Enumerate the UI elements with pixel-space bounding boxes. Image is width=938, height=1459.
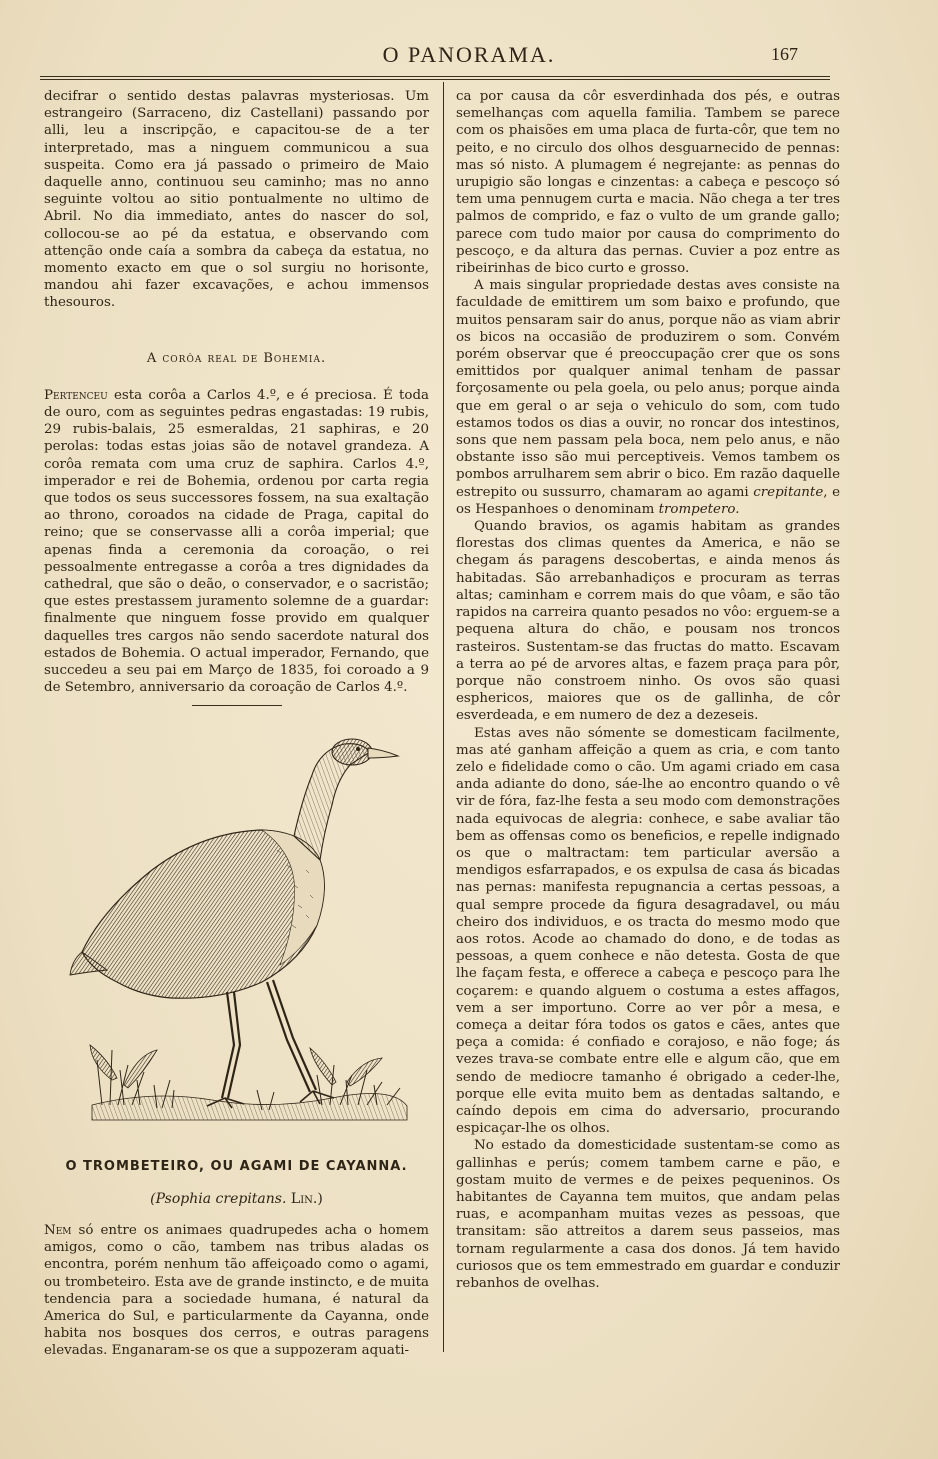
intro-paragraph: decifrar o sentido destas palavras mysteriosas. Um estrangeiro (Sarraceno, diz Castellani) passando por alli, leu a inscripção, e capacitou-se de a ter interpretado, mas a ninguem communicou a sua suspeita. Como era já passado o primeiro de Maio daquelle anno, continuou seu caminho; mas no anno seguinte voltou ao sitio pontualmente no ultimo de Abril. No dia immediato, antes do nascer do sol, collocou-se ao pé da estatua, e observando com attenção onde caía a sombra da cabeça da estatua, no momento exacto em que o sol surgiu no horisonte, mandou ahi fazer excavações, e achou immensos thesouros.	[44, 89, 429, 311]
page-title: O PANORAMA.	[382, 42, 556, 67]
right-paragraph-3: Quando bravios, os agamis habitam as grandes florestas dos climas quentes da America, e não se chegam ás paragens descobertas, e ainda menos ás habitadas. São arrebanhadiços e procuram as terras altas; caminham e correm mais do que vôam, e são tão rapidos na carreira quanto pesados no vôo: erguem-se a pequena altura do chão, e pousam nos troncos rasteiros. Sustentam-se das fructas do matto. Escavam a terra ao pé de arvores altas, e fazem praça para pôr, porque não constroem ninho. Os ovos são quasi esphericos, maiores que os de gallinha, de côr esverdeada, e em numero de dez a dezeseis.	[456, 519, 840, 724]
right-paragraph-2-italic-1: crepitante	[753, 484, 824, 500]
crown-first-word: Pertenceu	[44, 387, 108, 403]
right-paragraph-2-text-b: , e os Hespanhoes o denominam	[456, 484, 840, 517]
right-paragraph-4: Estas aves não sómente se domesticam facilmente, mas até ganham affeição a quem as cria, e com tanto zelo e fidelidade como o cão. Um agami criado em casa anda adiante do dono, sáe-lhe ao encontro quando o vê vir de fóra, faz-lhe festa a seu modo com demonstrações nada equivocas de alegria: conhece, e sabe avaliar tão bem as offensas como os beneficios, e repelle indignado os que o maltractam: tem particular aversão a mendigos esfarrapados, e os expulsa de casa ás bicadas nas pernas: manifesta repugnancia a certas pessoas, a qual sempre procede da figura desagradavel, ou máu cheiro dos individuos, e os tracta do mesmo modo que aos rotos. Acode ao chamado do dono, e de todas as pessoas, a quem conhece e não detesta. Gosta de que lhe façam festa, e offerece a cabeça e pescoço para lhe coçarem: e quando alguem o costuma a estes affagos, vem a ser importuno. Corre ao ver pôr a mesa, e começa a deitar fóra todos os gatos e cães, antes que peça a comida: é confiado e corajoso, e não foge; ás vezes trava-se combate entre elle e algum cão, que em sendo de mediocre tamanho é obrigado a ceder-lhe, porque elle evita muito bem as dentadas saltando, e caíndo depois em cima do adversario, procurando espicaçar-lhe os olhos.	[456, 725, 840, 1137]
column-divider	[443, 82, 444, 1352]
crown-paragraph	[44, 387, 429, 697]
right-paragraph-2	[456, 277, 840, 518]
right-paragraph-2-text: A mais singular propriedade destas aves consiste na faculdade de emittirem um som baixo e profundo, que muitos pensaram sair do anus, porque não as viam abrir os bicos na occasião de produzirem o som. Convém porém observar que é preoccupação crer que os sons emittidos por qualquer animal tenham de passar forçosamente ou pela goela, ou pelo anus; porque ainda que em geral o ar seja o vehiculo do som, com tudo estamos todos os dias a ouvir, no roncar dos intestinos, sons que nem passam pela boca, nem pelo anus, e não obstante isso são mui perceptiveis. Vemos tambem os pombos arrulharem sem abrir o bico. Em razão daquelle estrepito ou sussurro, chamaram ao agami	[456, 278, 840, 500]
right-column	[456, 88, 840, 1292]
right-paragraph-1: ca por causa da côr esverdinhada dos pés, e outras semelhanças com aquella familia. Tambem se parece com os phaisões em uma placa de furta-côr, que tem no peito, e no circulo dos olhos desguarnecido de pennas: mas só nisto. A plumagem é negrejante: as pennas do urupigio são longas e cinzentas: a cabeça e pescoço só tem uma pennugem curta e macia. Não chega a ter tres palmos de comprido, e faz o vulto de um grande gallo; parece com tudo maior por causa do comprimento do pescoço, e da altura das pernas. Cuvier a poz entre as ribeirinhas de bico curto e grosso.	[456, 89, 840, 277]
crown-section-title: A corôa real de Bohemia.	[146, 350, 327, 366]
bird-author: Lin.)	[290, 1190, 323, 1207]
agami-bird-engraving	[62, 720, 412, 1140]
bird-species: (Psophia crepitans.	[150, 1190, 287, 1207]
header-rule-thin	[40, 79, 830, 80]
left-column	[44, 88, 429, 1360]
section-rule	[192, 705, 282, 706]
bird-paragraph-text: só entre os animaes quadrupedes acha o homem amigos, como o cão, tambem nas tribus aladas os encontra, porém nenhum tão affeiçoado como o agami, ou trombeteiro. Esta ave de grande instincto, e de muita tendencia para a sociedade humana, é natural da America do Sul, e particularmente da Cayanna, onde habita nos bosques dos cerros, e outras paragens elevadas. Enganaram-se os que a suppozeram aquati-	[44, 1222, 429, 1359]
page-number: 167	[771, 44, 798, 64]
crown-paragraph-text: esta corôa a Carlos 4.º, e é preciosa. É toda de ouro, com as seguintes pedras engastadas: 19 rubis, 29 rubis-balais, 25 esmeraldas, 21 saphiras, e 20 perolas: todas estas joias são de notavel grandeza. A corôa remata com uma cruz de saphira. Carlos 4.º, imperador e rei de Bohemia, ordenou por carta regia que todos os seus successores fossem, na sua exaltação ao throno, coroados na cidade de Praga, capital do reino; que se conservasse alli a corôa imperial; que apenas finda a ceremonia da coroação, o rei pessoalmente entregasse a corôa a tres dignidades da cathedral, que são o deão, o conservador, e o sacristão; que estes prestassem juramento solemne de a guardar: finalmente que ninguem fosse provido em qualquer daquelles tres cargos não sendo sacerdote natural dos estados de Bohemia. O actual imperador, Fernando, que succedeu a seu pai em Março de 1835, foi coroado a 9 de Setembro, anniversario da coroação de Carlos 4.º.	[44, 387, 429, 696]
right-paragraph-5: No estado da domesticidade sustentam-se como as gallinhas e perús; comem tambem carne e pão, e gostam muito de vermes e de peixes pequeninos. Os habitantes de Cayanna tem muitos, que andam pelas ruas, e acompanham muitas vezes as pessoas, que transitam: são attreitos a darem seus passeios, mas tornam regularmente a casa dos donos. Já tem havido curiosos que os tem emmestrado em guardar e conduzir rebanhos de ovelhas.	[456, 1138, 840, 1292]
right-paragraph-2-italic-2: trompetero.	[658, 501, 740, 517]
bird-scientific-name	[44, 1191, 429, 1208]
header-rule	[40, 76, 830, 77]
bird-first-word: Nem	[44, 1222, 72, 1238]
page-header	[40, 42, 898, 72]
bird-article-title: O TROMBETEIRO, OU AGAMI DE CAYANNA.	[65, 1158, 408, 1174]
bird-paragraph	[44, 1222, 429, 1360]
